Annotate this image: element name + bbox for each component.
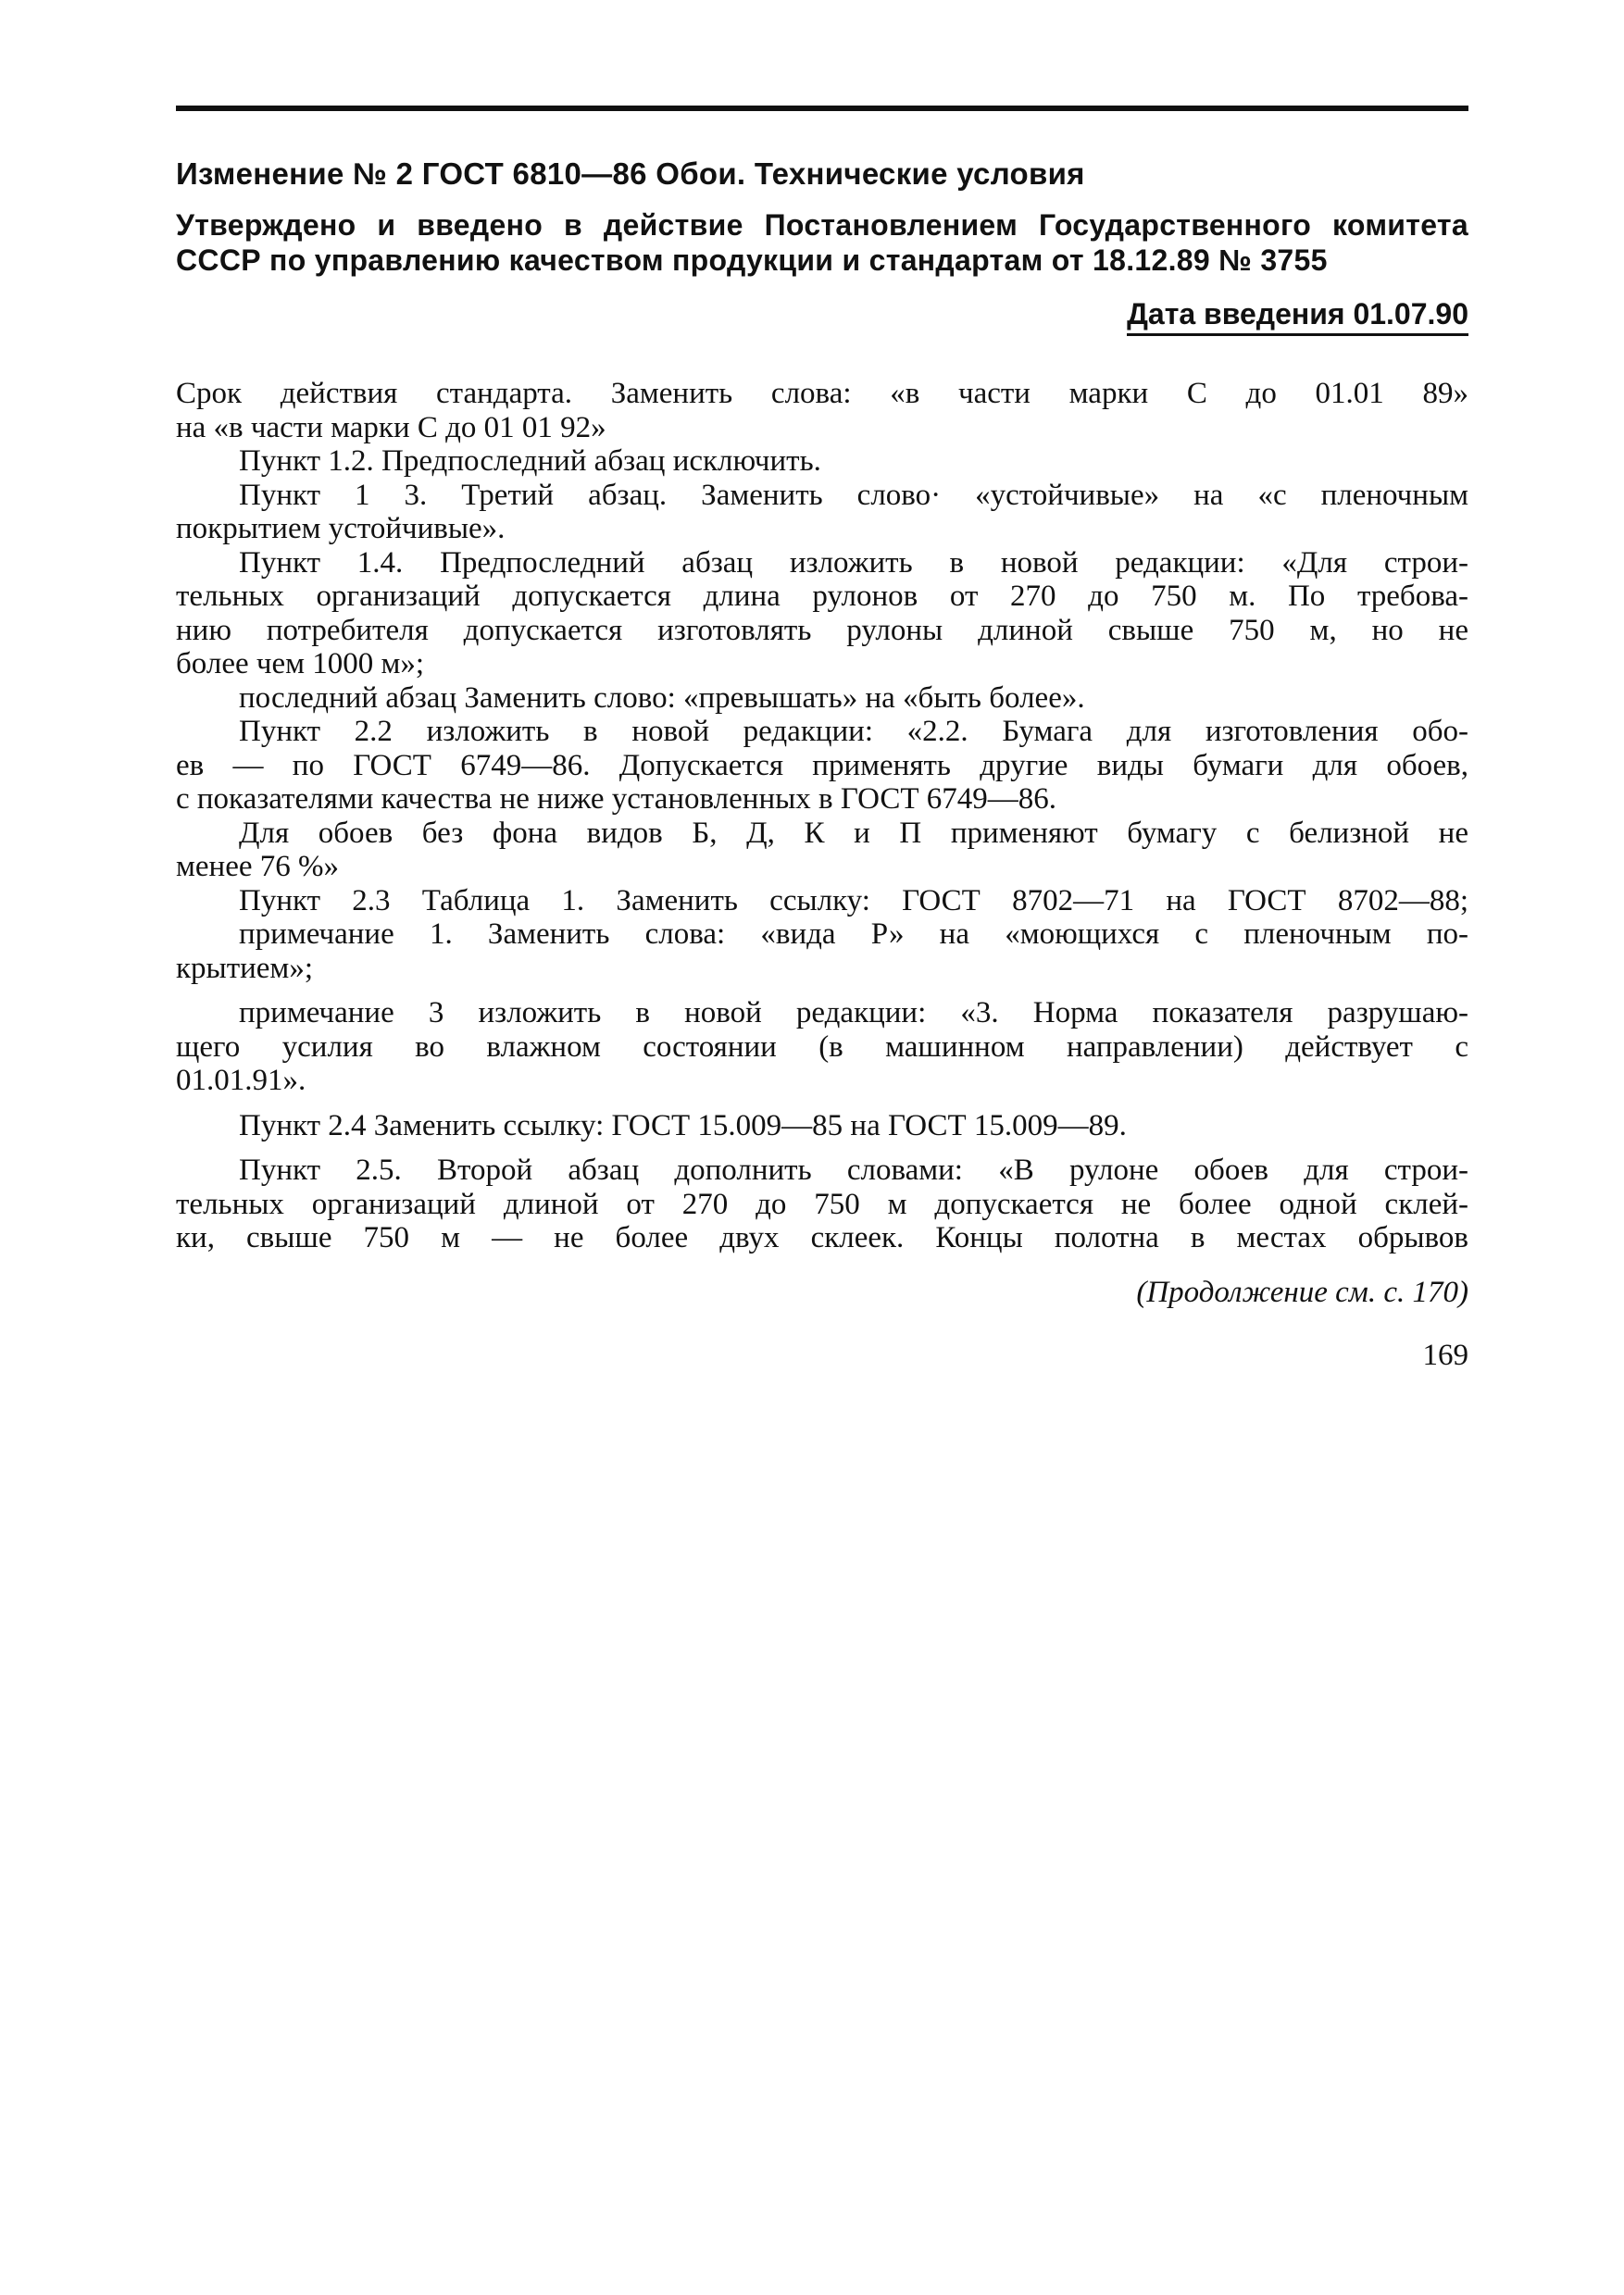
paragraph-line: Срок действия стандарта. Заменить слова: «в части марки С до 01.01 89» bbox=[176, 377, 1468, 410]
effective-date-label: Дата введения bbox=[1127, 297, 1354, 331]
paragraph-line: более чем 1000 м»; bbox=[176, 647, 425, 680]
paragraph-line: Пункт 1.2. Предпоследний абзац исключить. bbox=[239, 444, 821, 478]
paragraph-line: Пункт 2.4 Заменить ссылку: ГОСТ 15.009—85 на ГОСТ 15.009—89. bbox=[239, 1108, 1127, 1142]
paragraph-line: ев — по ГОСТ 6749—86. Допускается применять другие виды бумаги для обоев, bbox=[176, 748, 1468, 782]
approval-statement bbox=[176, 207, 1468, 278]
paragraph-line: последний абзац Заменить слово: «превышать» на «быть более». bbox=[239, 680, 1085, 715]
paragraph-line: Пункт 2.3 Таблица 1. Заменить ссылку: ГОСТ 8702—71 на ГОСТ 8702—88; bbox=[239, 883, 1468, 917]
paragraph-12 bbox=[176, 1154, 1468, 1255]
paragraph-1 bbox=[176, 377, 1468, 444]
paragraph-line: покрытием устойчивые». bbox=[176, 512, 506, 545]
approval-line-2: СССР по управлению качеством продукции и стандартам от 18.12.89 № 3755 bbox=[176, 243, 1328, 277]
paragraph-3 bbox=[176, 479, 1468, 546]
paragraph-line: Для обоев без фона видов Б, Д, К и П применяют бумагу с белизной не bbox=[239, 816, 1468, 850]
paragraph-line: нию потребителя допускается изготовлять рулоны длиной свыше 750 м, но не bbox=[176, 613, 1468, 647]
top-rule bbox=[176, 106, 1468, 111]
paragraph-line: тельных организаций длиной от 270 до 750 м допускается не более одной склей- bbox=[176, 1187, 1468, 1221]
paragraph-line: с показателями качества не ниже установленных в ГОСТ 6749—86. bbox=[176, 782, 1057, 816]
document-heading: Изменение № 2 ГОСТ 6810—86 Обои. Технические условия bbox=[176, 156, 1085, 191]
paragraph-line: 01.01.91». bbox=[176, 1064, 306, 1097]
effective-date-value: 01.07.90 bbox=[1353, 297, 1468, 331]
effective-date bbox=[176, 296, 1468, 336]
paragraph-9 bbox=[176, 917, 1468, 985]
approval-line-1: Утверждено и введено в действие Постановлением Государственного комитета bbox=[176, 208, 1468, 242]
paragraph-7 bbox=[176, 817, 1468, 884]
paragraph-line: тельных организаций допускается длина рулонов от 270 до 750 м. По требова- bbox=[176, 580, 1468, 613]
paragraph-10 bbox=[176, 996, 1468, 1098]
paragraph-11 bbox=[176, 1109, 1468, 1143]
paragraph-line: ки, свыше 750 м — не более двух склеек. Концы полотна в местах обрывов bbox=[176, 1221, 1468, 1254]
paragraph-6 bbox=[176, 715, 1468, 817]
paragraph-line: примечание 1. Заменить слова: «вида Р» на «моющихся с пленочным по- bbox=[239, 917, 1468, 951]
paragraph-line: Пункт 1.4. Предпоследний абзац изложить в новой редакции: «Для строи- bbox=[239, 545, 1468, 580]
paragraph-2 bbox=[176, 444, 1468, 479]
body-text bbox=[176, 377, 1468, 1255]
document-content bbox=[176, 156, 1468, 1374]
paragraph-5 bbox=[176, 681, 1468, 716]
paragraph-line: Пункт 2.5. Второй абзац дополнить словами: «В рулоне обоев для строи- bbox=[239, 1154, 1468, 1187]
paragraph-line: на «в части марки С до 01 01 92» bbox=[176, 410, 606, 444]
paragraph-4 bbox=[176, 546, 1468, 681]
paragraph-8 bbox=[176, 884, 1468, 918]
page-number: 169 bbox=[1422, 1338, 1468, 1372]
effective-date-underlined bbox=[1127, 296, 1468, 336]
paragraph-line: менее 76 %» bbox=[176, 850, 339, 883]
paragraph-line: Пункт 2.2 изложить в новой редакции: «2.2. Бумага для изготовления обо- bbox=[239, 715, 1468, 748]
continuation-note: (Продолжение см. с. 170) bbox=[1136, 1275, 1468, 1309]
paragraph-line: Пункт 1 3. Третий абзац. Заменить слово· «устойчивые» на «с пленочным bbox=[239, 478, 1468, 512]
paragraph-line: примечание 3 изложить в новой редакции: «3. Норма показателя разрушаю- bbox=[239, 996, 1468, 1029]
paragraph-line: крытием»; bbox=[176, 951, 313, 985]
paragraph-line: щего усилия во влажном состоянии (в машинном направлении) действует с bbox=[176, 1029, 1468, 1064]
